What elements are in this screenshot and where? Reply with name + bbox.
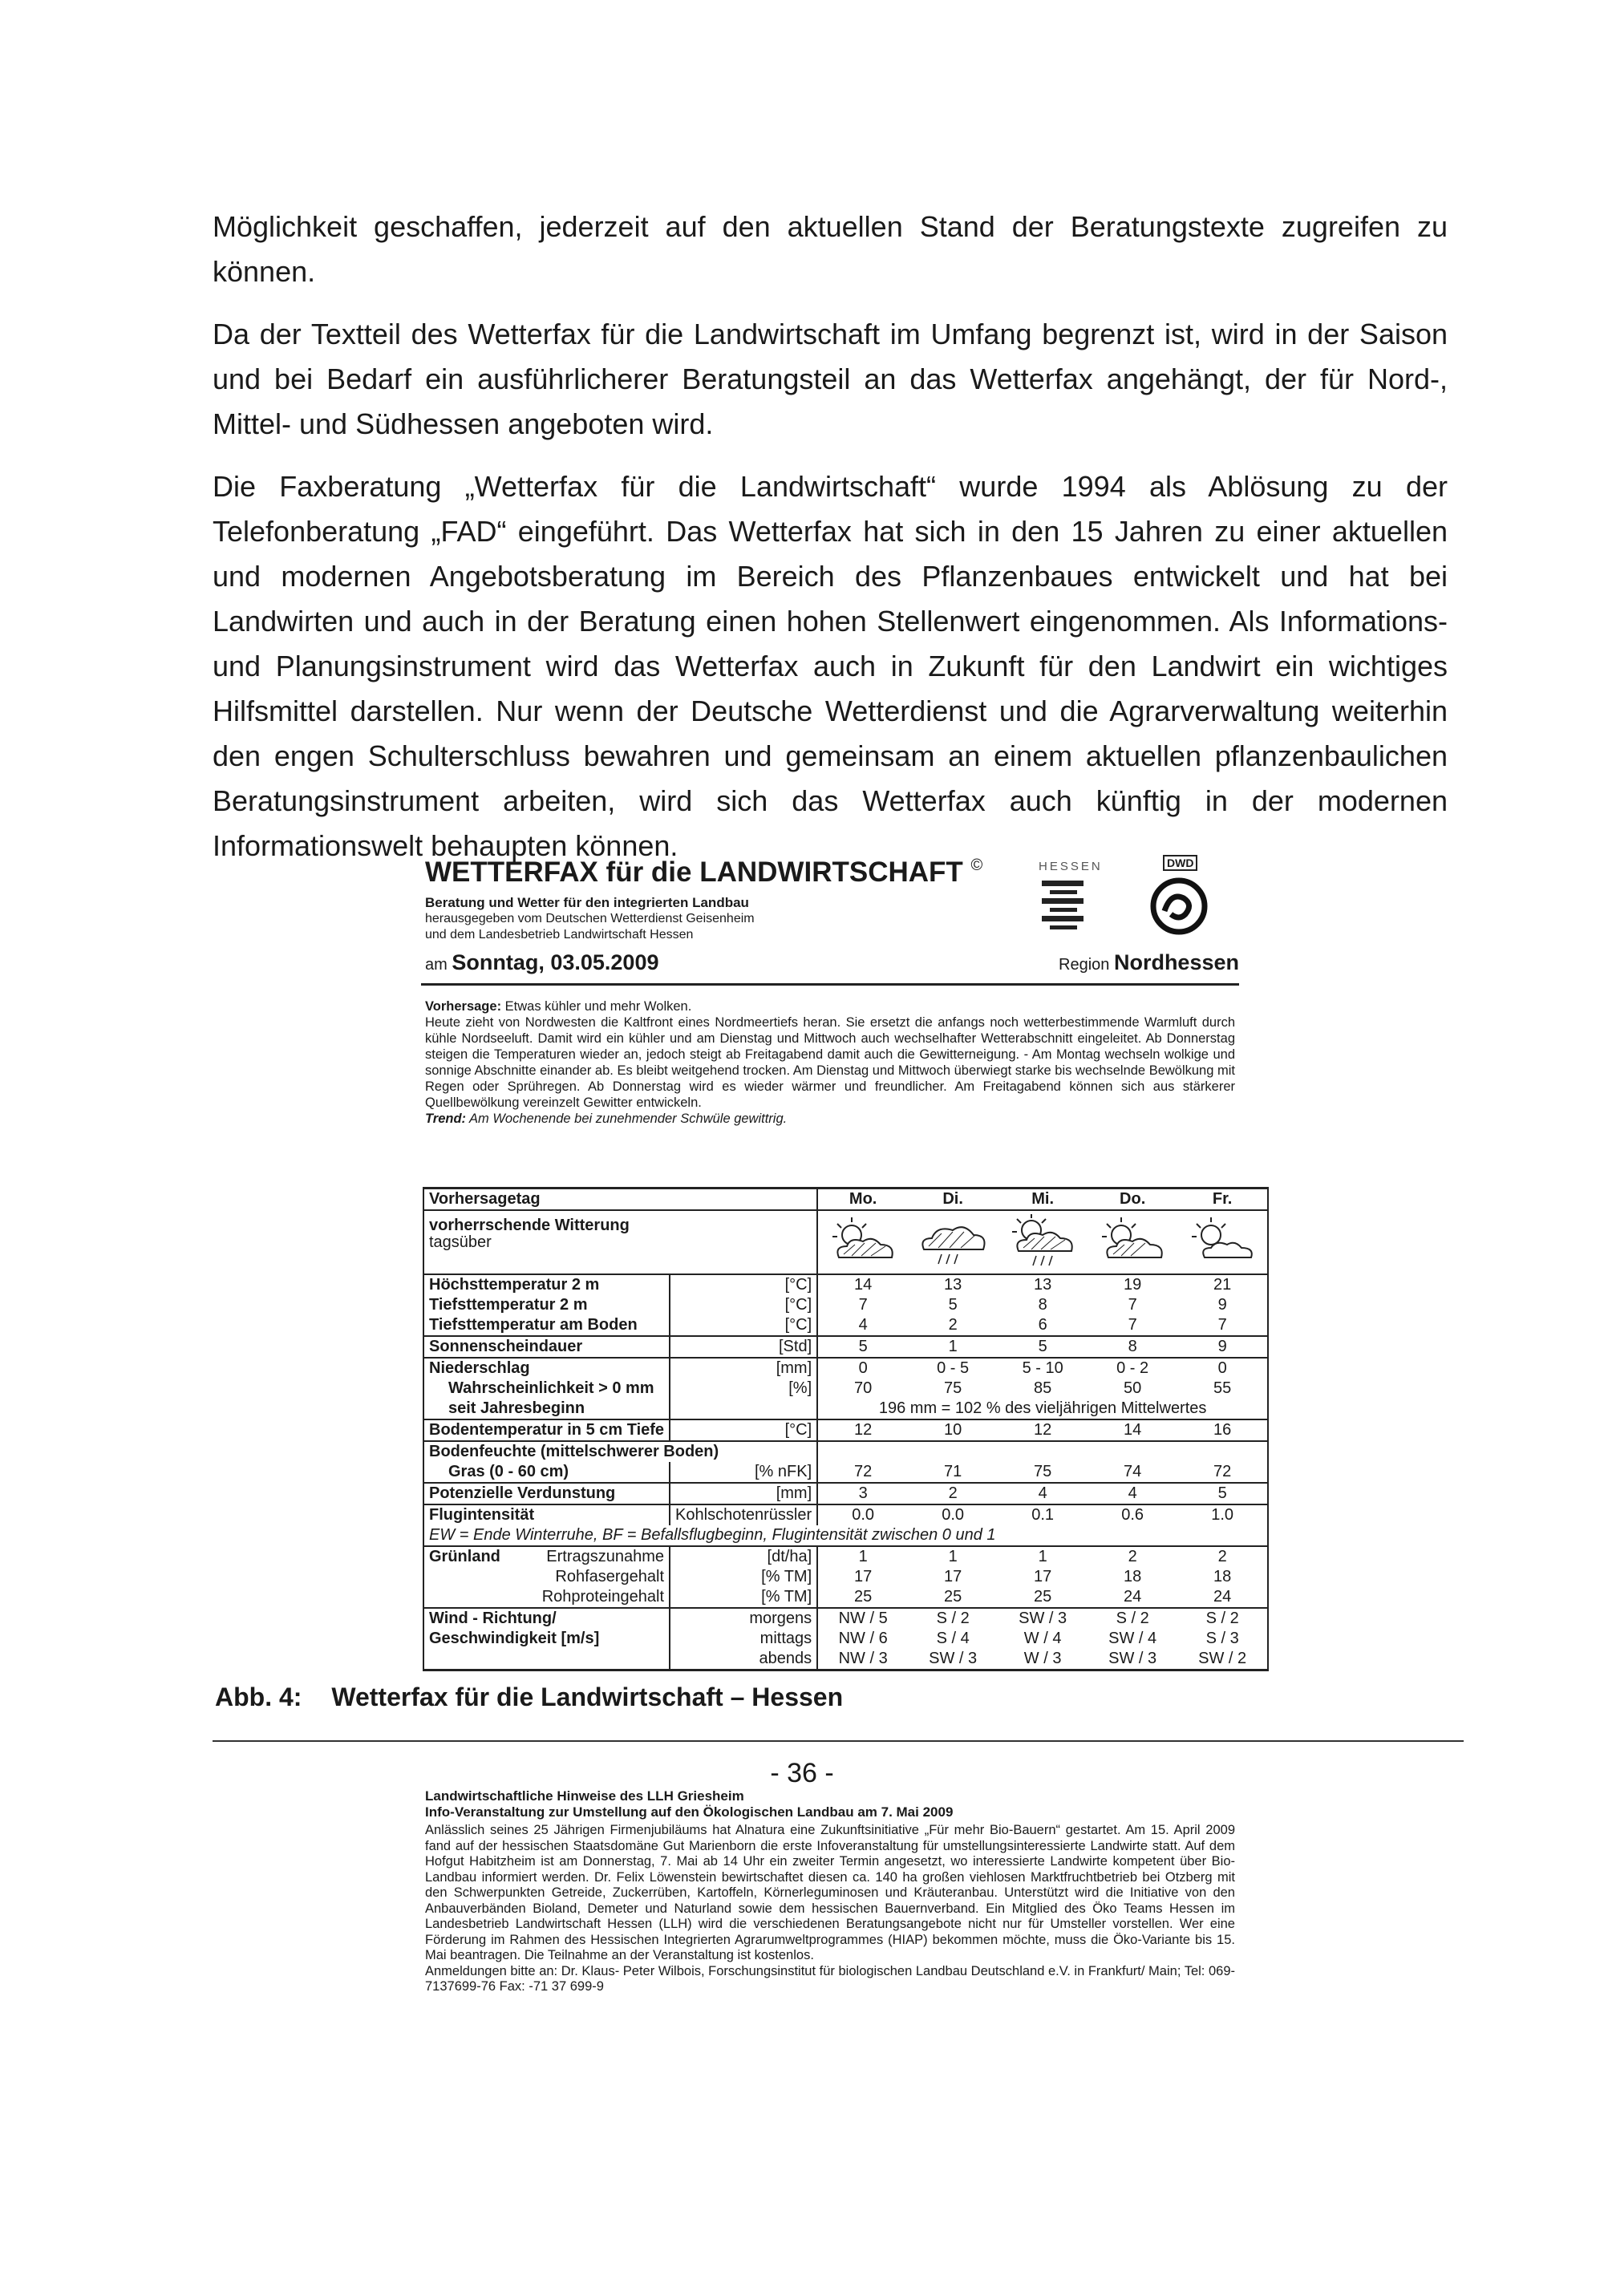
fax-subtitle: Beratung und Wetter für den integrierten Landbau	[425, 895, 749, 910]
sun-cloud-icon	[823, 1214, 903, 1270]
table-row: Wahrscheinlichkeit > 0 mm [%] 70 75 85 50 55	[423, 1379, 1268, 1399]
weather-table	[423, 1187, 1269, 1671]
table-row: Höchsttemperatur 2 m [°C] 14 13 13 19 21	[423, 1274, 1268, 1295]
caption-label: Abb. 4:	[215, 1683, 302, 1711]
fax-publisher-line: und dem Landesbetrieb Landwirtschaft Hessen	[425, 928, 694, 941]
weather-sub: tagsüber	[429, 1233, 492, 1251]
sun-cloud-rain-icon	[1003, 1214, 1083, 1270]
weather-label: vorherrschende Witterung	[429, 1217, 630, 1234]
table-row: Potenzielle Verdunstung [mm] 3 2 4 4 5	[423, 1483, 1268, 1504]
table-row: seit Jahresbeginn 196 mm = 102 % des vieljährigen Mittelwertes	[423, 1399, 1268, 1419]
table-row: Rohproteingehalt [% TM] 25 25 25 24 24	[423, 1587, 1268, 1608]
table-row: abends NW / 3 SW / 3 W / 3 SW / 3 SW / 2	[423, 1649, 1268, 1670]
intro-paragraph: Die Faxberatung „Wetterfax für die Landwirtschaft“ wurde 1994 als Ablösung zu der Telefonberatung „FAD“ eingeführt. Das Wetterfax hat sich in den 15 Jahren zu einer aktuellen und modernen Angebotsberatung im Bereich des Pflanzenbaues entwickelt und hat bei Landwirten und auch in der Beratung einen hohen Stellenwert eingenommen. Als Informations- und Planungsinstrument wird das Wetterfax auch in Zukunft für den Landwirt ein wichtiges Hilfsmittel darstellen. Nur wenn der Deutsche Wetterdienst und die Agrarverwaltung weiterhin den engen Schulterschluss bewahren und gemeinsam an einem aktuellen pflanzenbaulichen Beratungsinstrument arbeiten, wird sich das Wetterfax auch künftig in der modernen Informationswelt behaupten können.	[213, 470, 1448, 862]
intro-text	[213, 204, 1448, 886]
hessen-logo-icon	[1039, 877, 1087, 935]
trend-text: Am Wochenende bei zunehmender Schwüle gewittrig.	[469, 1112, 788, 1126]
day-header: Mo.	[817, 1188, 908, 1211]
table-row: Grünland Ertragszunahme [dt/ha] 1 1 1 2 2	[423, 1546, 1268, 1567]
footer-divider	[213, 1740, 1464, 1742]
day-header: Di.	[908, 1188, 998, 1211]
table-row: Wind - Richtung/ morgens NW / 5 S / 2 SW / 3 S / 2 S / 2	[423, 1608, 1268, 1629]
forecast-text	[425, 998, 1235, 1127]
fax-date: am Sonntag, 03.05.2009	[425, 950, 659, 974]
dwd-logo-icon	[1147, 874, 1211, 938]
intro-paragraph: Da der Textteil des Wetterfax für die Landwirtschaft im Umfang begrenzt ist, wird in der Saison und bei Bedarf ein ausführlicherer Beratungsteil an das Wetterfax angehängt, der für Nord-, Mittel- und Südhessen angeboten wird.	[213, 318, 1448, 440]
fax-title: WETTERFAX für die LANDWIRTSCHAFT ©	[425, 856, 983, 888]
table-row: Sonnenscheindauer [Std] 5 1 5 8 9	[423, 1336, 1268, 1358]
copyright-mark: ©	[970, 856, 983, 874]
table-row: Gras (0 - 60 cm) [% nFK] 72 71 75 74 72	[423, 1462, 1268, 1483]
forecast-lead: Etwas kühler und mehr Wolken.	[504, 999, 692, 1014]
trend-label: Trend:	[425, 1112, 467, 1126]
day-header: Mi.	[998, 1188, 1088, 1211]
table-row: Bodenfeuchte (mittelschwerer Boden)	[423, 1441, 1268, 1462]
day-header: Do.	[1088, 1188, 1177, 1211]
table-row: EW = Ende Winterruhe, BF = Befallsflugbeginn, Flugintensität zwischen 0 und 1	[423, 1525, 1268, 1546]
table-row: Geschwindigkeit [m/s] mittags NW / 6 S / 4 W / 4 SW / 4 S / 3	[423, 1629, 1268, 1649]
table-row: Flugintensität Kohlschotenrüssler 0.0 0.0 0.1 0.6 1.0	[423, 1504, 1268, 1525]
day-header: Fr.	[1177, 1188, 1268, 1211]
intro-paragraph: Möglichkeit geschaffen, jederzeit auf den aktuellen Stand der Beratungstexte zugreifen zu können.	[213, 210, 1448, 288]
forecast-body: Heute zieht von Nordwesten die Kaltfront eines Nordmeertiefs heran. Sie ersetzt die anfangs noch wetterbestimmende Warmluft durch kühle Nordseeluft. Damit wird ein kühler und am Dienstag und Mittwoch auch wechselhafter Wetterabschnitt eingeleitet. Ab Donnerstag steigen die Temperaturen wieder an, jedoch steigt ab Freitagabend damit auch die Gewitterneigung. - Am Montag wechseln wolkige und sonnige Abschnitte einander ab. Es bleibt weitgehend trocken. Am Dienstag und Mittwoch überwiegt starke bis wechselnde Bewölkung mit Regen oder Sprühregen. Ab Donnerstag wird es wieder wärmer und freundlicher. Am Freitagabend können sich aus stärkerer Quellbewölkung vereinzelt Gewitter entwickeln.	[425, 1015, 1235, 1110]
table-row: Niederschlag [mm] 0 0 - 5 5 - 10 0 - 2 0	[423, 1358, 1268, 1379]
days-label: Vorhersagetag	[423, 1188, 817, 1211]
header-divider	[421, 983, 1239, 986]
caption-text: Wetterfax für die Landwirtschaft – Hessen	[331, 1683, 844, 1711]
page-number: - 36 -	[770, 1758, 834, 1788]
table-header-row	[423, 1188, 1268, 1211]
sun-cloud-icon	[1182, 1214, 1262, 1270]
fax-publisher-line: herausgegeben vom Deutschen Wetterdienst Geisenheim	[425, 912, 755, 925]
cloud-rain-icon	[913, 1214, 993, 1270]
sun-cloud-icon	[1092, 1214, 1173, 1270]
hessen-logo-text: HESSEN	[1039, 860, 1103, 873]
weather-icon-row	[423, 1210, 1268, 1274]
notes-contact: Anmeldungen bitte an: Dr. Klaus- Peter Wilbois, Forschungsinstitut für biologischen Landbau Deutschland e.V. in Frankfurt/ Main; Tel: 069- 7137699-76 Fax: -71 37 699-9	[425, 1963, 1235, 1994]
fax-region: Region Nordhessen	[1059, 950, 1239, 974]
table-row: Tiefsttemperatur am Boden [°C] 4 2 6 7 7	[423, 1315, 1268, 1336]
notes-heading: Landwirtschaftliche Hinweise des LLH Griesheim	[425, 1788, 744, 1804]
figure-caption	[215, 1683, 843, 1712]
forecast-label: Vorhersage:	[425, 999, 502, 1014]
agricultural-notes	[425, 1788, 1235, 1995]
notes-body: Anlässlich seines 25 Jährigen Firmenjubiläums hat Alnatura eine Zukunftsinitiative „Für mehr Bio-Bauern“ gestartet. Am 15. April 2009 fand auf der hessischen Staatsdomäne Gut Marienborn die erste Infoveranstaltung für umstellungsinteressierte Landwirte statt. Auf dem Hofgut Habitzheim ist am Donnerstag, 7. Mai ab 14 Uhr ein zweiter Termin angesetzt, wo interessierte Landwirte kompetent über Bio-Landbau informiert werden. Dr. Felix Löwenstein bewirtschaftet diesen ca. 140 ha großen viehlosen Marktfruchtbetrieb bei Otzberg mit den Schwerpunkten Getreide, Zuckerrüben, Kartoffeln, Körnerleguminosen und Kräuteranbau. Unterstützt wird die Initiative von den Anbauverbänden Bioland, Demeter und Naturland sowie dem hessischen Bauernverband. Ein Mitglied des Öko Teams Hessen im Landesbetrieb Landwirtschaft Hessen (LLH) wird die verschiedenen Beratungsangebote nicht nur für Umsteller vorstellen. Wer eine Förderung im Rahmen des Hessischen Integrierten Agrarumweltprogrammes (HIAP) bekommen möchte, muss die Öko-Variante bis 15. Mai beantragen. Die Teilnahme an der Veranstaltung ist kostenlos.	[425, 1823, 1235, 1962]
table-row: Bodentemperatur in 5 cm Tiefe [°C] 12 10 12 14 16	[423, 1419, 1268, 1441]
dwd-logo-text: DWD	[1163, 855, 1197, 871]
table-row: Tiefsttemperatur 2 m [°C] 7 5 8 7 9	[423, 1295, 1268, 1315]
table-row: Rohfasergehalt [% TM] 17 17 17 18 18	[423, 1567, 1268, 1587]
notes-subheading: Info-Veranstaltung zur Umstellung auf den Ökologischen Landbau am 7. Mai 2009	[425, 1804, 954, 1820]
